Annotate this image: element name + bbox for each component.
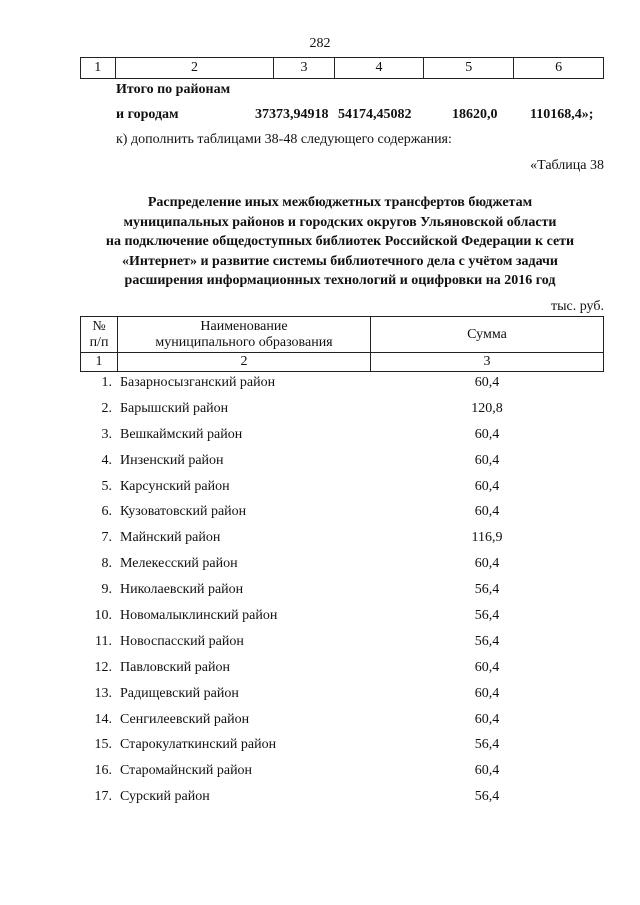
title-line: расширения информационных технологий и оцифровки на 2016 год (124, 273, 556, 288)
row-name: Старомайнский район (120, 763, 253, 779)
row-sum: 60,4 (474, 556, 500, 572)
row-name: Барышский район (120, 400, 229, 416)
col-header-number (81, 317, 118, 353)
row-number: 17. (94, 789, 112, 805)
row-number: 15. (94, 737, 112, 753)
row-sum: 56,4 (474, 789, 500, 805)
row-sum: 120,8 (471, 400, 503, 416)
col-header-number-line2: п/п (89, 334, 109, 350)
table-row (80, 401, 604, 427)
table-row (80, 608, 604, 634)
row-number: 4. (101, 452, 112, 468)
row-name: Базарносызганский район (120, 375, 276, 390)
table-row (80, 634, 604, 660)
row-sum: 60,4 (474, 659, 500, 675)
row-sum: 60,4 (474, 763, 500, 779)
col-number-cell: 2 (118, 353, 371, 372)
row-number: 16. (94, 763, 112, 779)
title-line: на подключение общедоступных библиотек Российской Федерации к сети (105, 234, 575, 249)
col-number-cell: 3 (371, 353, 604, 372)
row-sum: 60,4 (474, 452, 500, 468)
header-cell: 2 (115, 58, 274, 79)
header-cell: 4 (334, 58, 424, 79)
col-header-name-line1: Наименование (200, 318, 288, 334)
row-sum: 56,4 (474, 633, 500, 649)
table-row (80, 530, 604, 556)
row-name: Сурский район (120, 789, 210, 805)
total-label-line2: и городам (116, 107, 179, 122)
table-row (80, 504, 604, 530)
table-row (80, 375, 604, 401)
row-sum: 56,4 (474, 582, 500, 598)
row-sum: 60,4 (474, 711, 500, 727)
row-name: Новомалыклинский район (120, 608, 278, 624)
table-row (80, 582, 604, 608)
row-number: 8. (101, 556, 112, 572)
table-reference: «Таблица 38 (530, 158, 604, 173)
table-row (80, 737, 604, 763)
row-name: Павловский район (120, 659, 230, 675)
row-name: Старокулаткинский район (120, 737, 277, 753)
row-number: 5. (101, 478, 112, 494)
header-cell: 3 (274, 58, 334, 79)
col-header-name (118, 317, 371, 353)
row-name: Мелекесский район (120, 556, 238, 572)
row-number: 9. (101, 582, 112, 598)
row-sum: 60,4 (474, 375, 500, 390)
row-name: Кузоватовский район (120, 504, 247, 520)
row-sum: 60,4 (474, 504, 500, 520)
row-number: 2. (101, 400, 112, 416)
header-cell: 1 (81, 58, 116, 79)
row-number: 1. (101, 375, 112, 390)
table-row (80, 712, 604, 738)
table-row (80, 427, 604, 453)
row-number: 13. (94, 685, 112, 701)
row-sum: 60,4 (474, 685, 500, 701)
total-value-1: 37373,94918 (255, 107, 329, 122)
row-sum: 60,4 (474, 426, 500, 442)
table-row (80, 479, 604, 505)
row-name: Карсунский район (120, 478, 230, 494)
row-number: 12. (94, 659, 112, 675)
title-line: «Интернет» и развитие системы библиотечного дела с учётом задачи (121, 253, 559, 269)
row-sum: 56,4 (474, 737, 500, 753)
row-name: Вешкаймский район (120, 426, 243, 442)
total-value-4: 110168,4»; (530, 107, 594, 122)
page-number: 282 (309, 36, 331, 51)
total-value-3: 18620,0 (452, 107, 498, 122)
table-row (80, 763, 604, 789)
header-cell: 5 (424, 58, 514, 79)
total-value-2: 54174,45082 (338, 107, 412, 122)
col-header-sum: Сумма (371, 317, 604, 353)
row-name: Инзенский район (120, 452, 224, 468)
row-number: 7. (101, 530, 112, 546)
row-sum: 116,9 (471, 530, 503, 546)
table-row (80, 453, 604, 479)
table-row (80, 686, 604, 712)
unit-label: тыс. руб. (551, 299, 604, 314)
header-cell: 6 (514, 58, 604, 79)
row-number: 6. (101, 504, 112, 520)
table-row (80, 660, 604, 686)
document-title (60, 193, 620, 291)
col-header-name-line2: муниципального образования (155, 334, 333, 350)
instruction-text: к) дополнить таблицами 38-48 следующего содержания: (116, 132, 452, 147)
row-number: 14. (94, 711, 112, 727)
row-name: Майнский район (120, 530, 221, 546)
distribution-table-header (80, 316, 604, 372)
title-line: муниципальных районов и городских округов Ульяновской области (123, 214, 557, 230)
title-line: Распределение иных межбюджетных трансфертов бюджетам (147, 195, 533, 210)
row-number: 11. (95, 633, 112, 649)
row-number: 10. (94, 608, 112, 624)
col-number-cell: 1 (81, 353, 118, 372)
row-name: Радищевский район (120, 685, 239, 701)
col-header-number-line1: № (92, 318, 106, 334)
total-label-line1: Итого по районам (116, 82, 231, 97)
table-body (80, 375, 604, 815)
row-name: Сенгилеевский район (120, 711, 250, 727)
row-name: Новоспасский район (120, 633, 244, 649)
row-sum: 60,4 (474, 478, 500, 494)
table-row (80, 556, 604, 582)
table-row (80, 789, 604, 815)
row-sum: 56,4 (474, 608, 500, 624)
continued-table-header (80, 57, 604, 79)
row-name: Николаевский район (120, 582, 244, 598)
row-number: 3. (101, 426, 112, 442)
